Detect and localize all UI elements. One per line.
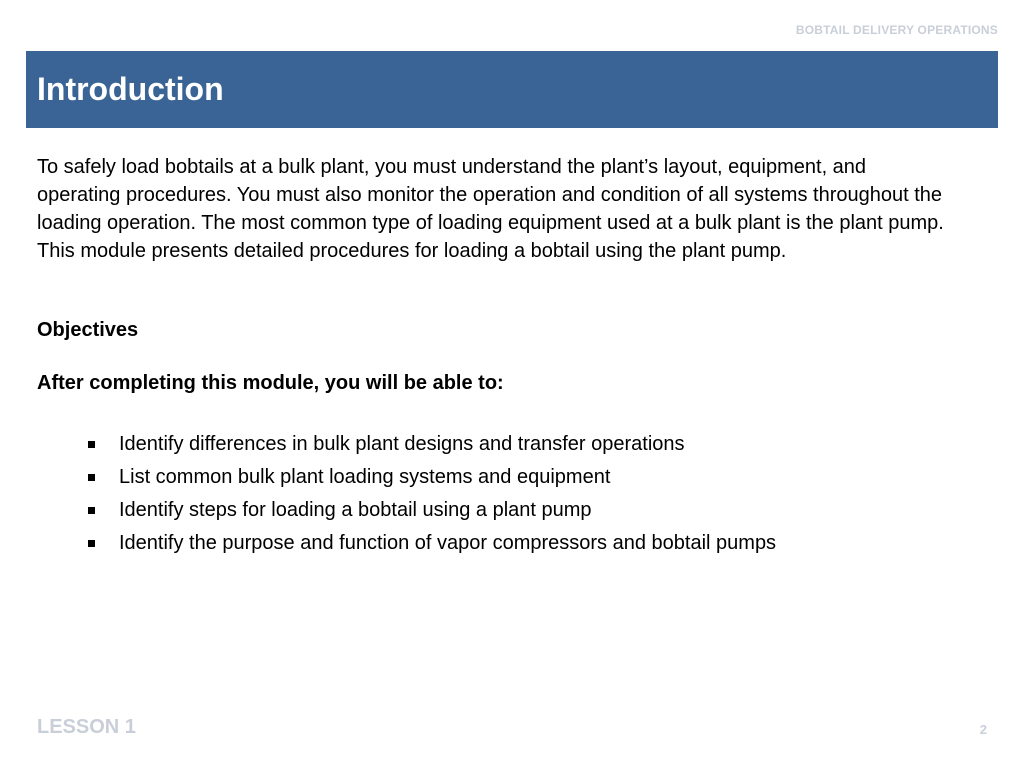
square-bullet-icon	[88, 474, 95, 481]
objectives-list	[88, 428, 776, 560]
objective-text: Identify differences in bulk plant designs and transfer operations	[119, 433, 685, 455]
objective-text: List common bulk plant loading systems and equipment	[119, 466, 611, 488]
objectives-lead: After completing this module, you will be able to:	[37, 372, 504, 394]
objective-text: Identify steps for loading a bobtail using a plant pump	[119, 499, 592, 521]
lesson-label: LESSON 1	[37, 716, 136, 738]
objective-text: Identify the purpose and function of vapor compressors and bobtail pumps	[119, 532, 777, 554]
page-title: Introduction	[37, 71, 224, 107]
objectives-heading: Objectives	[37, 319, 139, 341]
title-bar	[26, 51, 998, 128]
square-bullet-icon	[88, 540, 95, 547]
intro-paragraph: To safely load bobtails at a bulk plant, you must understand the plant’s layout, equipment, and operating procedures. You must also monitor the operation and condition of all systems throughout the loading operation. The most common type of loading equipment used at a bulk plant is the plant pump. This module presents detailed procedures for loading a bobtail using the plant pump.	[37, 156, 944, 262]
list-item	[88, 527, 776, 560]
page-number: 2	[979, 722, 987, 737]
square-bullet-icon	[88, 507, 95, 514]
list-item	[88, 494, 776, 527]
list-item	[88, 428, 776, 461]
list-item	[88, 461, 776, 494]
course-tag: BOBTAIL DELIVERY OPERATIONS	[795, 23, 998, 37]
square-bullet-icon	[88, 441, 95, 448]
